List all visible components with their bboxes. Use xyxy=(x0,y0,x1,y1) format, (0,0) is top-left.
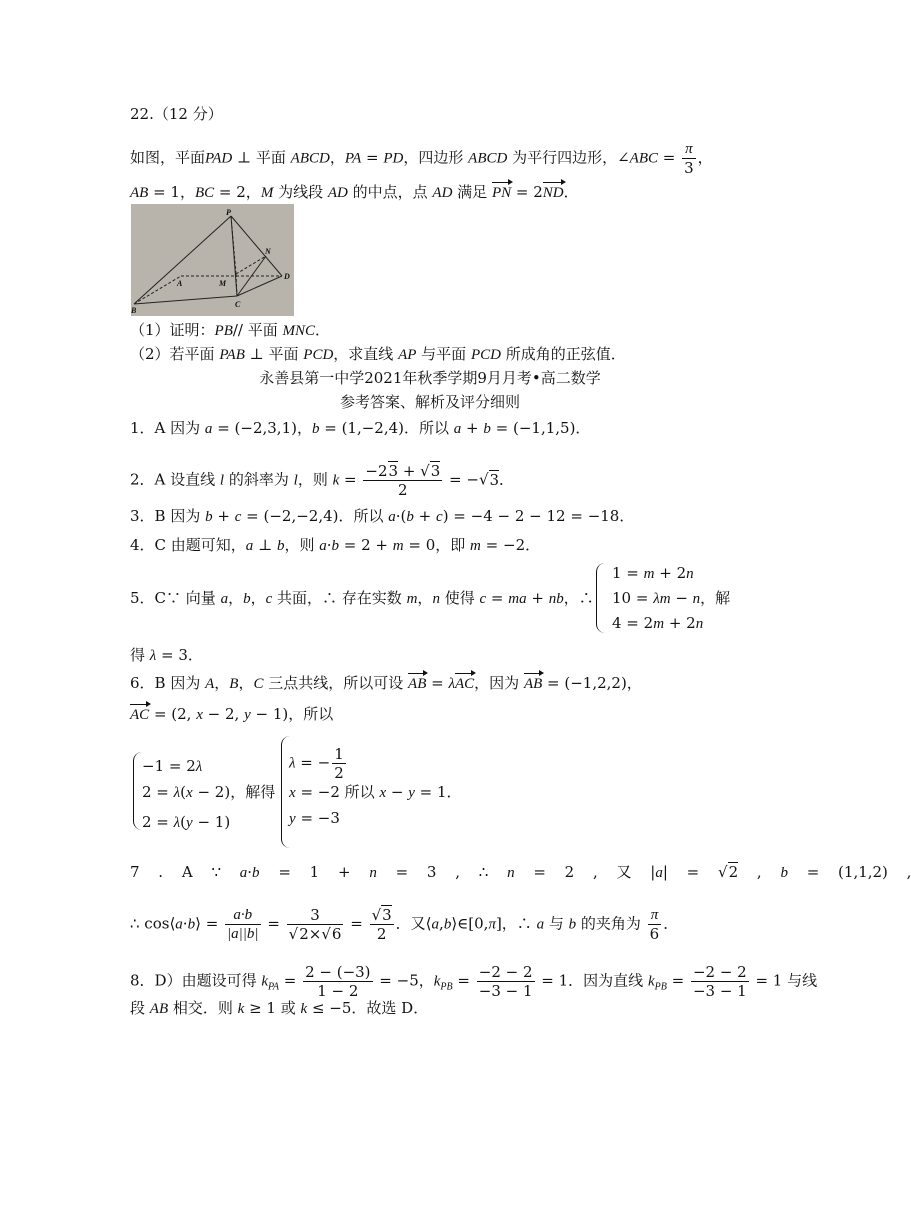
answer-7-cont: ∴ cos⟨a·b⟩ = $\frac{a\cdot b}{|a||b|}$ = $\frac{3}{√2\times√6}$ = $\frac{√3}{2}$ ．又⟨a,b⟩∈[0,π]，∴ a 与 b 的夹角为 $\frac{\pi}{6}$ ． xyxy=(130,906,679,943)
system3-eq-1: λ = − $\frac{1}{2}$ xyxy=(289,745,344,782)
svg-text:N: N xyxy=(265,247,271,256)
answer-7: 7 . A ∵ a·b = 1 + n = 3 , ∴ n = 2 , 又 |a| = √2 , b = (1,1,2) , xyxy=(130,863,911,881)
svg-text:B: B xyxy=(131,306,137,315)
answer-4: 4．C 由题可知，a ⊥ b，则 a·b = 2 + m = 0，即 m = −2． xyxy=(130,536,541,554)
answer-title: 永善县第一中学2021年秋季学期9月月考•高二数学 xyxy=(259,369,601,387)
answer-8-cont: 段 AB 相交．则 k ≥ 1 或 k ≤ −5．故选 D． xyxy=(130,999,429,1017)
answer-2: 2．A 设直线 l 的斜率为 l，则 k = $\frac{-23 + √3}{2}$ = −√3． xyxy=(130,462,515,499)
answer-8: 8．D）由题设可得 $k_{PA}$ = $\frac{2 - (-3)}{1 - 2}$ = −5，$k_{PB}$ = $\frac{-2 - 2}{-3 - 1}$ = 1．因为直线 $k_{PB}$ = $\frac{-2 - 2}{-3 - 1}$ = 1 与线 xyxy=(130,963,818,1000)
system2-eq-2: 2 = λ(x − 2)，解得 xyxy=(142,783,276,801)
svg-text:M: M xyxy=(219,279,227,288)
answer-1: 1．A 因为 a = (−2,3,1)，b = (1,−2,4)．所以 a + b = (−1,1,5)． xyxy=(130,419,591,437)
svg-text:A: A xyxy=(177,279,183,288)
answer-5: 5．C∵ 向量 a，b，c 共面，∴ 存在实数 m，n 使得 c = ma + nb，∴ xyxy=(130,589,594,607)
question-line-1: 如图，平面PAD ⊥ 平面 ABCD，PA = PD，四边形 ABCD 为平行四边形，∠ABC = $\frac{\pi}{3}$ ， xyxy=(130,141,713,177)
answer-5-cont: 得 λ = 3． xyxy=(130,646,203,664)
svg-text:D: D xyxy=(284,272,290,281)
svg-text:C: C xyxy=(235,300,241,309)
system-eq-1: 1 = m + 2n xyxy=(612,564,694,582)
question-part-1: （1）证明：PB// 平面 MNC． xyxy=(130,321,331,339)
system-brace-2 xyxy=(133,752,142,830)
system2-eq-3: 2 = λ(y − 1) xyxy=(142,813,231,831)
question-line-2: AB = 1，BC = 2，M 为线段 AD 的中点，点 AD 满足 PN = 2ND． xyxy=(130,183,579,201)
answer-subtitle: 参考答案、解析及评分细则 xyxy=(339,393,520,411)
question-part-2: （2）若平面 PAB ⊥ 平面 PCD，求直线 AP 与平面 PCD 所成角的正弦值． xyxy=(130,345,626,363)
pyramid-figure xyxy=(131,204,294,316)
system-eq-3: 4 = 2m + 2n xyxy=(612,614,704,632)
svg-text:P: P xyxy=(226,208,231,217)
answer-6-cont: AC = (2, x − 2, y − 1)，所以 xyxy=(130,705,334,723)
system-eq-2: 10 = λm − n，解 xyxy=(612,589,731,607)
question-header: 22.（12 分） xyxy=(130,105,223,123)
system2-eq-1: −1 = 2λ xyxy=(142,757,203,775)
answer-6: 6．B 因为 A，B，C 三点共线，所以可设 AB = λAC，因为 AB = (−1,2,2)， xyxy=(130,674,642,692)
answer-3: 3．B 因为 b + c = (−2,−2,4)．所以 a·(b + c) = −4 − 2 − 12 = −18． xyxy=(130,507,635,525)
system-brace xyxy=(596,563,605,633)
system3-eq-2: x = −2 所以 x − y = 1． xyxy=(289,783,462,801)
system3-eq-3: y = −3 xyxy=(289,809,340,827)
